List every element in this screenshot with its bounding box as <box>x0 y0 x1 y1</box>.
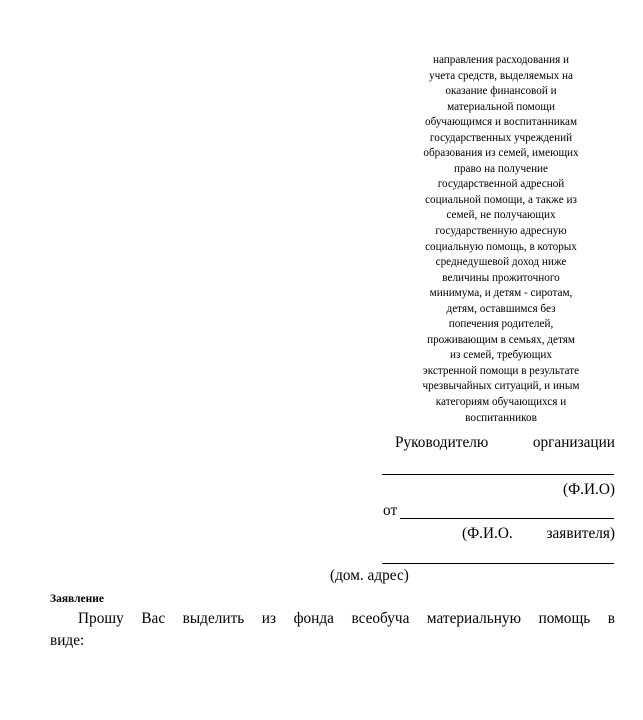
note-line: социальной помощи, а также из <box>425 193 577 206</box>
request-text-line-1: Прошу Вас выделить из фонда всеобуча материальную помощь в <box>78 610 615 627</box>
note-line: социальную помощь, в которых <box>425 240 577 253</box>
note-line: категориям обучающихся и <box>435 396 567 409</box>
note-line: проживающим в семьях, детям <box>427 333 575 346</box>
note-line: направления расходования и <box>432 54 570 66</box>
note-line: оказание финансовой и <box>445 85 557 98</box>
recipient-fio-label: (Ф.И.О) <box>562 481 615 498</box>
note-line: право на получение <box>453 162 549 175</box>
note-line: из семей, требующих <box>450 349 552 362</box>
applicant-fio-label: (Ф.И.О. заявителя) <box>462 525 615 542</box>
recipient-name-line <box>382 474 614 475</box>
note-line: материальной помощи <box>447 100 555 113</box>
note-line: величины прожиточного <box>442 271 560 284</box>
note-line: минимума, и детям - сиротам, <box>429 287 573 300</box>
recipient-heading: Руководителю организации <box>395 434 615 451</box>
note-line: образования из семей, имеющих <box>423 147 579 160</box>
note-line: чрезвычайных ситуаций, и иным <box>422 380 580 393</box>
note-line: детям, оставшимся без <box>446 302 556 315</box>
note-line: государственную адресную <box>435 225 567 238</box>
home-address-label: (дом. адрес) <box>330 567 409 584</box>
note-line: попечения родителей, <box>448 318 554 331</box>
note-line: среднедушевой доход ниже <box>435 256 567 269</box>
applicant-name-line <box>400 518 614 519</box>
note-line: учета средств, выделяемых на <box>429 69 573 82</box>
home-address-line <box>382 563 614 564</box>
note-line: государственных учреждений <box>429 131 573 144</box>
note-line: воспитанников <box>465 411 537 424</box>
from-prefix: от <box>383 502 398 519</box>
regulation-reference-note <box>398 53 604 426</box>
note-line: экстренной помощи в результате <box>422 364 580 377</box>
note-line: государственной адресной <box>437 178 565 191</box>
document-title: Заявление <box>50 593 105 605</box>
note-line: обучающимся и воспитанникам <box>424 116 578 129</box>
note-line: семей, не получающих <box>446 209 556 222</box>
request-text-line-2: виде: <box>50 632 85 649</box>
